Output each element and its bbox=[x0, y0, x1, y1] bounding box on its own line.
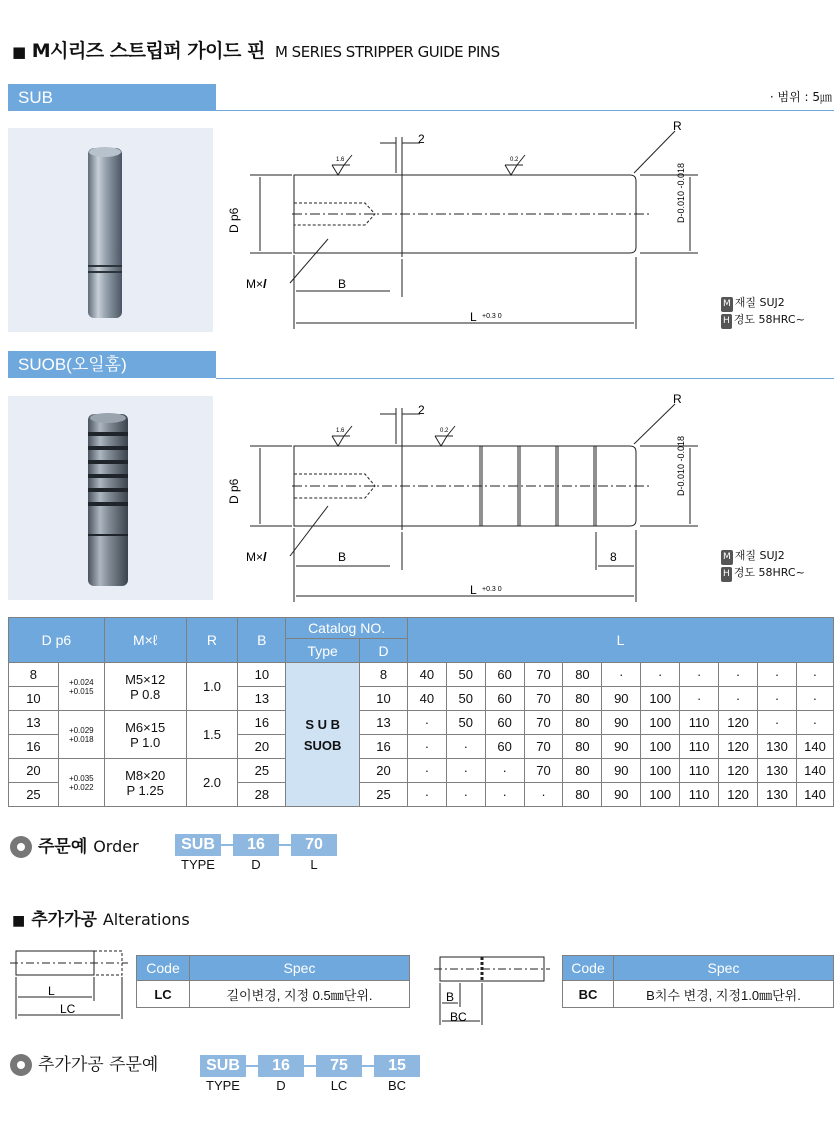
cell-catalog-d: 16 bbox=[360, 735, 408, 759]
cell-l: 140 bbox=[796, 783, 833, 807]
section-line-sub bbox=[216, 110, 834, 111]
cell-l: 100 bbox=[641, 687, 680, 711]
alt-spec-bc: B치수 변경, 지정1.0㎜단위. bbox=[614, 981, 834, 1008]
cell-l: 60 bbox=[485, 687, 524, 711]
cell-l: · bbox=[796, 663, 833, 687]
cell-d: 25 bbox=[9, 783, 59, 807]
hardness-tag: H bbox=[721, 314, 732, 329]
section-bar-sub: SUB bbox=[8, 84, 216, 111]
tol-lower: +0.018 bbox=[68, 734, 94, 744]
alt-order-dash bbox=[304, 1065, 316, 1067]
cell-l: 80 bbox=[563, 711, 602, 735]
cell-l: 50 bbox=[446, 711, 485, 735]
title-en: M SERIES STRIPPER GUIDE PINS bbox=[274, 43, 500, 61]
order-label-ko: 주문예 bbox=[38, 837, 88, 857]
mxl-pitch: P 0.8 bbox=[130, 686, 161, 702]
alt-dim-bc: BC bbox=[450, 1010, 467, 1024]
dim-2-label: 2 bbox=[418, 132, 425, 146]
dim-2-label-suob: 2 bbox=[418, 403, 425, 417]
cell-l: 90 bbox=[602, 687, 641, 711]
hardness-tag: H bbox=[721, 567, 732, 582]
alt-order-dash bbox=[362, 1065, 374, 1067]
product-photo-sub bbox=[8, 128, 213, 332]
cell-mxl bbox=[104, 663, 186, 711]
header-r: R bbox=[186, 618, 238, 663]
cell-d: 20 bbox=[9, 759, 59, 783]
cell-l: · bbox=[758, 687, 797, 711]
alt-code-bc: BC bbox=[563, 981, 614, 1008]
order-box-type: SUB bbox=[175, 834, 221, 856]
mxl-pitch: P 1.0 bbox=[130, 734, 161, 750]
cell-tolerance bbox=[58, 759, 104, 807]
cell-type bbox=[286, 663, 360, 807]
alterations-title-en: Alterations bbox=[102, 910, 190, 929]
cell-l: 90 bbox=[602, 735, 641, 759]
cell-l: 110 bbox=[680, 783, 719, 807]
mxl-size: M8×20 bbox=[125, 767, 166, 783]
alt-order-heading bbox=[10, 1050, 158, 1076]
roughness-1: 1.6 bbox=[336, 157, 345, 163]
alteration-table-lc bbox=[136, 955, 410, 1008]
order-sub-type: TYPE bbox=[181, 857, 215, 872]
cell-l: 80 bbox=[563, 687, 602, 711]
b-label-suob: B bbox=[338, 550, 347, 564]
alt-spec-lc: 길이변경, 지정 0.5㎜단위. bbox=[190, 981, 410, 1008]
cell-d: 10 bbox=[9, 687, 59, 711]
cell-l: 70 bbox=[524, 663, 563, 687]
alteration-table-bc bbox=[562, 955, 834, 1008]
tol-upper: +0.029 bbox=[68, 725, 94, 735]
gear-icon bbox=[10, 836, 32, 858]
cell-l: · bbox=[602, 663, 641, 687]
roughness-1-suob: 1.6 bbox=[336, 428, 345, 434]
cell-l: 80 bbox=[563, 759, 602, 783]
tol-lower: +0.022 bbox=[68, 782, 94, 792]
cell-d: 8 bbox=[9, 663, 59, 687]
cell-l: · bbox=[485, 783, 524, 807]
cell-l: 80 bbox=[563, 783, 602, 807]
cell-l: 110 bbox=[680, 735, 719, 759]
section-line-suob bbox=[216, 378, 834, 379]
mxl-size: M6×15 bbox=[125, 719, 166, 735]
order-dash bbox=[279, 844, 291, 846]
roughness-2-suob: 0.2 bbox=[440, 428, 449, 434]
cell-l: 70 bbox=[524, 711, 563, 735]
alterations-title-ko: 추가가공 bbox=[31, 910, 97, 930]
d-tol-label-suob: D-0.010 -0.018 bbox=[676, 435, 686, 496]
cell-catalog-d: 20 bbox=[360, 759, 408, 783]
header-b: B bbox=[238, 618, 286, 663]
alt-dim-l: L bbox=[48, 984, 55, 998]
alterations-heading bbox=[12, 905, 190, 930]
tol-lower: +0.015 bbox=[68, 686, 94, 696]
cell-catalog-d: 25 bbox=[360, 783, 408, 807]
section-bar-suob: SUOB(오일홈) bbox=[8, 351, 216, 378]
alt-order-box-d: 16 bbox=[258, 1055, 304, 1077]
cell-b: 16 bbox=[238, 711, 286, 735]
order-box-d: 16 bbox=[233, 834, 279, 856]
cell-l: · bbox=[407, 759, 446, 783]
cell-l: · bbox=[680, 687, 719, 711]
alt-dim-b: B bbox=[446, 990, 455, 1004]
cell-l: 90 bbox=[602, 711, 641, 735]
cell-b: 13 bbox=[238, 687, 286, 711]
gear-icon bbox=[10, 1054, 32, 1076]
table-row bbox=[9, 663, 834, 687]
product-photo-suob bbox=[8, 396, 213, 600]
cell-l: 80 bbox=[563, 735, 602, 759]
cell-l: · bbox=[796, 687, 833, 711]
tol-upper: +0.035 bbox=[68, 773, 94, 783]
cell-tolerance bbox=[58, 711, 104, 759]
cell-l: 50 bbox=[446, 663, 485, 687]
material-tag: M bbox=[721, 297, 733, 312]
l-tol-label: +0.3 0 bbox=[482, 313, 502, 320]
cell-l: 100 bbox=[641, 735, 680, 759]
material-text: 재질 SUJ2 bbox=[734, 549, 785, 562]
type-suob: SUOB bbox=[303, 737, 342, 753]
order-heading bbox=[10, 832, 139, 858]
cell-l: · bbox=[796, 711, 833, 735]
cell-tolerance bbox=[58, 663, 104, 711]
header-d: D p6 bbox=[9, 618, 105, 663]
order-sub-d: D bbox=[251, 857, 261, 872]
pin-image-suob bbox=[8, 396, 213, 600]
cell-l: 110 bbox=[680, 711, 719, 735]
cell-l: 100 bbox=[641, 711, 680, 735]
cell-b: 10 bbox=[238, 663, 286, 687]
cell-l: 70 bbox=[524, 735, 563, 759]
material-text: 재질 SUJ2 bbox=[734, 296, 785, 309]
order-box-l: 70 bbox=[291, 834, 337, 856]
alteration-bc-drawing bbox=[430, 945, 555, 1030]
alt-order-box-bc: 15 bbox=[374, 1055, 420, 1077]
roughness-2: 0.2 bbox=[510, 157, 519, 163]
drawing-sub bbox=[220, 115, 710, 335]
l-tol-label-suob: +0.3 0 bbox=[482, 586, 502, 593]
pin-image-sub bbox=[8, 128, 213, 332]
l-label: L bbox=[470, 310, 477, 324]
cell-l: 140 bbox=[796, 735, 833, 759]
cell-l: 80 bbox=[563, 663, 602, 687]
cell-l: · bbox=[446, 759, 485, 783]
table-row bbox=[9, 711, 834, 735]
alt-spec-header: Spec bbox=[190, 956, 410, 981]
cell-l: 130 bbox=[758, 759, 797, 783]
cell-l: · bbox=[407, 735, 446, 759]
alt-order-sub-lc: LC bbox=[330, 1078, 348, 1093]
hardness-text: 경도 58HRC~ bbox=[733, 313, 805, 326]
cell-l: · bbox=[446, 735, 485, 759]
cell-l: · bbox=[407, 711, 446, 735]
dim-8-label: 8 bbox=[610, 550, 617, 564]
cell-l: 120 bbox=[719, 735, 758, 759]
header-type: Type bbox=[286, 639, 360, 663]
alt-order-sub-bc: BC bbox=[387, 1078, 407, 1093]
alt-order-sub-type: TYPE bbox=[206, 1078, 240, 1093]
dim-r-label-suob: R bbox=[673, 392, 682, 406]
cell-l: · bbox=[758, 663, 797, 687]
cell-l: 100 bbox=[641, 759, 680, 783]
cell-b: 20 bbox=[238, 735, 286, 759]
cell-l: 90 bbox=[602, 759, 641, 783]
title-marker: ■ bbox=[12, 43, 26, 61]
header-catalog-d: D bbox=[360, 639, 408, 663]
cell-l: 60 bbox=[485, 711, 524, 735]
cell-l: · bbox=[485, 759, 524, 783]
alterations-marker: ■ bbox=[12, 913, 26, 929]
order-dash bbox=[221, 844, 233, 846]
cell-l: 70 bbox=[524, 759, 563, 783]
cell-r: 1.0 bbox=[186, 663, 238, 711]
alt-order-box-type: SUB bbox=[200, 1055, 246, 1077]
page-title bbox=[12, 36, 500, 63]
mxl-label: M×l bbox=[246, 277, 267, 291]
order-label-en: Order bbox=[93, 837, 139, 856]
cell-b: 28 bbox=[238, 783, 286, 807]
cell-l: 40 bbox=[407, 687, 446, 711]
cell-r: 1.5 bbox=[186, 711, 238, 759]
tolerance-range: · 범위 : 5㎛ bbox=[769, 90, 832, 104]
cell-l: 100 bbox=[641, 783, 680, 807]
cell-d: 13 bbox=[9, 711, 59, 735]
cell-l: 130 bbox=[758, 735, 797, 759]
table-row bbox=[9, 759, 834, 783]
cell-l: · bbox=[641, 663, 680, 687]
cell-l: 90 bbox=[602, 783, 641, 807]
alt-code-lc: LC bbox=[137, 981, 190, 1008]
alt-order-dash bbox=[246, 1065, 258, 1067]
alt-order-sub-d: D bbox=[276, 1078, 286, 1093]
header-catalog: Catalog NO. bbox=[286, 618, 408, 639]
alt-order-label: 추가가공 주문예 bbox=[38, 1055, 159, 1075]
cell-l: 60 bbox=[485, 735, 524, 759]
b-label: B bbox=[338, 277, 347, 291]
drawing-suob bbox=[220, 388, 710, 608]
d-p6-label: D p6 bbox=[227, 207, 241, 233]
cell-l: 140 bbox=[796, 759, 833, 783]
cell-catalog-d: 8 bbox=[360, 663, 408, 687]
d-p6-label-suob: D p6 bbox=[227, 478, 241, 504]
cell-l: 120 bbox=[719, 759, 758, 783]
alt-order-box-lc: 75 bbox=[316, 1055, 362, 1077]
cell-l: · bbox=[719, 687, 758, 711]
d-tol-label: D-0.010 -0.018 bbox=[676, 162, 686, 223]
cell-mxl bbox=[104, 759, 186, 807]
cell-l: 130 bbox=[758, 783, 797, 807]
cell-b: 25 bbox=[238, 759, 286, 783]
hardness-text: 경도 58HRC~ bbox=[733, 566, 805, 579]
l-label-suob: L bbox=[470, 583, 477, 597]
mxl-size: M5×12 bbox=[125, 671, 166, 687]
cell-l: · bbox=[680, 663, 719, 687]
tol-upper: +0.024 bbox=[68, 677, 94, 687]
material-note-sub bbox=[721, 295, 805, 329]
cell-l: · bbox=[719, 663, 758, 687]
cell-l: 50 bbox=[446, 687, 485, 711]
header-mxl: M×ℓ bbox=[104, 618, 186, 663]
mxl-pitch: P 1.25 bbox=[126, 782, 164, 798]
spec-table bbox=[8, 617, 834, 807]
alt-dim-lc: LC bbox=[60, 1002, 76, 1016]
cell-l: 60 bbox=[485, 663, 524, 687]
material-note-suob bbox=[721, 548, 805, 582]
dim-r-label: R bbox=[673, 119, 682, 133]
alteration-lc-drawing bbox=[10, 945, 130, 1025]
alt-code-header: Code bbox=[563, 956, 614, 981]
alt-code-header: Code bbox=[137, 956, 190, 981]
header-l: L bbox=[407, 618, 833, 663]
cell-l: · bbox=[407, 783, 446, 807]
cell-l: · bbox=[758, 711, 797, 735]
cell-l: 120 bbox=[719, 783, 758, 807]
cell-d: 16 bbox=[9, 735, 59, 759]
cell-l: 120 bbox=[719, 711, 758, 735]
cell-l: 40 bbox=[407, 663, 446, 687]
cell-mxl bbox=[104, 711, 186, 759]
cell-l: 110 bbox=[680, 759, 719, 783]
cell-l: · bbox=[524, 783, 563, 807]
order-sub-l: L bbox=[310, 857, 318, 872]
material-tag: M bbox=[721, 550, 733, 565]
alt-spec-header: Spec bbox=[614, 956, 834, 981]
cell-catalog-d: 10 bbox=[360, 687, 408, 711]
mxl-label-suob: M×l bbox=[246, 550, 267, 564]
cell-l: 70 bbox=[524, 687, 563, 711]
title-ko: M시리즈 스트립퍼 가이드 핀 bbox=[31, 40, 265, 62]
type-sub: S U B bbox=[305, 716, 340, 732]
cell-l: · bbox=[446, 783, 485, 807]
cell-catalog-d: 13 bbox=[360, 711, 408, 735]
cell-r: 2.0 bbox=[186, 759, 238, 807]
